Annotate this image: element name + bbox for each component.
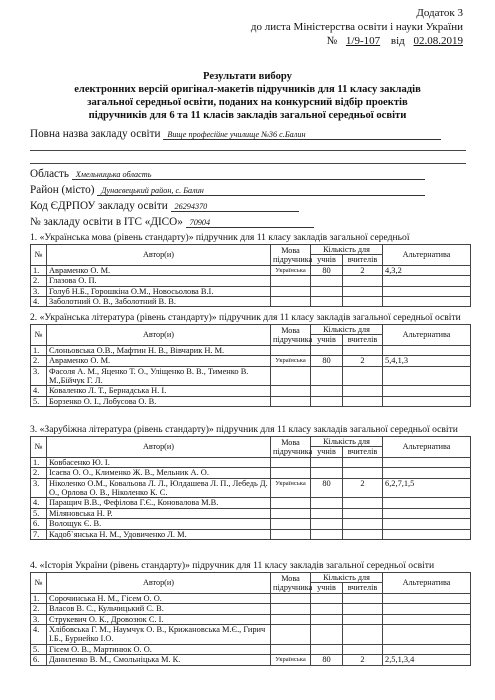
row-authors: Фасоля А. М., Яценко Т. О., Уліщенко В. В., Тименко В. М.,Бійчук Г. Л. [47, 366, 271, 386]
header-row [31, 573, 471, 583]
row-students [311, 625, 343, 645]
edrpou-field [30, 200, 299, 212]
row-teachers [343, 457, 383, 467]
title-line-3: загальної середньої освіти, поданих на конкурсний відбір проектів [87, 97, 408, 108]
col-num: № [31, 437, 47, 458]
table-row [31, 593, 471, 603]
section-caption: 3. «Зарубіжна література (рівень стандарту)» підручник для 11 класу закладів загальної середньої освіти [30, 424, 458, 435]
row-language [271, 614, 311, 624]
col-num: № [31, 325, 47, 346]
row-language: Українська [271, 265, 311, 275]
col-language: Мова підручника [271, 245, 311, 266]
col-alternative: Альтернатива [383, 573, 471, 594]
col-author: Автор(и) [47, 573, 271, 594]
col-num: № [31, 245, 47, 266]
row-alternative: 6,2,7,1,5 [383, 478, 471, 498]
section-3 [30, 424, 470, 540]
row-language [271, 508, 311, 518]
row-number: 6. [31, 519, 47, 529]
row-teachers [343, 396, 383, 406]
row-language [271, 468, 311, 478]
col-language: Мова підручника [271, 437, 311, 458]
row-number: 3. [31, 478, 47, 498]
row-alternative: 5,4,1,3 [383, 356, 471, 366]
row-number: 7. [31, 529, 47, 539]
row-students [311, 468, 343, 478]
row-authors: Волощук Є. В. [47, 519, 271, 529]
district-field [30, 184, 425, 196]
appendix-number: Додаток 3 [416, 7, 463, 19]
row-authors: Глазова О. П. [47, 276, 271, 286]
num-label: № [326, 35, 338, 47]
row-language [271, 276, 311, 286]
appendix-reference: до листа Міністерства освіти і науки України [250, 21, 463, 33]
row-language [271, 593, 311, 603]
row-authors: Заболотний О. В., Заболотний В. В. [47, 297, 271, 307]
row-language [271, 457, 311, 467]
row-teachers [343, 604, 383, 614]
row-teachers: 2 [343, 265, 383, 275]
row-students: 80 [311, 356, 343, 366]
row-students: 80 [311, 655, 343, 665]
row-language [271, 286, 311, 296]
row-students [311, 593, 343, 603]
table-row [31, 297, 471, 307]
row-alternative [383, 297, 471, 307]
selection-table [30, 572, 471, 666]
col-num: № [31, 573, 47, 594]
row-students [311, 386, 343, 396]
section-1 [30, 232, 470, 307]
row-authors: Сорочинська Н. М., Гісем О. О. [47, 593, 271, 603]
row-alternative [383, 386, 471, 396]
row-authors: Ісаєва О. О., Клименко Ж. В., Мельник А. О. [47, 468, 271, 478]
its-value: 70904 [186, 218, 314, 228]
table-row [31, 644, 471, 654]
section-4 [30, 560, 470, 666]
row-authors: Слоньовська О.В., Мафтин Н. В., Вівчарик Н. М. [47, 345, 271, 355]
row-students [311, 345, 343, 355]
row-number: 1. [31, 265, 47, 275]
row-number: 3. [31, 286, 47, 296]
row-authors: Ковбасенко Ю. І. [47, 457, 271, 467]
col-author: Автор(и) [47, 437, 271, 458]
letter-number-line [203, 34, 463, 48]
table-row [31, 366, 471, 386]
row-number: 5. [31, 644, 47, 654]
appendix-header [203, 6, 463, 48]
row-authors: Струкевич О. К., Дровозюк С. І. [47, 614, 271, 624]
edrpou-value: 26294370 [171, 202, 299, 212]
col-students: учнів [311, 255, 343, 265]
col-teachers: вчителів [343, 255, 383, 265]
row-teachers [343, 297, 383, 307]
col-quantity: Кількість для [311, 437, 383, 447]
table-row [31, 498, 471, 508]
row-authors: Авраменко О. М. [47, 265, 271, 275]
from-label: від [390, 35, 405, 47]
table-row [31, 478, 471, 498]
row-language: Українська [271, 655, 311, 665]
row-alternative [383, 604, 471, 614]
table-row [31, 457, 471, 467]
row-number: 1. [31, 345, 47, 355]
row-authors: Даниленко В. М., Смольніцька М. К. [47, 655, 271, 665]
col-alternative: Альтернатива [383, 325, 471, 346]
col-teachers: вчителів [343, 447, 383, 457]
row-alternative [383, 593, 471, 603]
table-row [31, 614, 471, 624]
row-number: 5. [31, 508, 47, 518]
row-teachers [343, 386, 383, 396]
row-number: 4. [31, 297, 47, 307]
row-alternative [383, 468, 471, 478]
col-alternative: Альтернатива [383, 437, 471, 458]
row-alternative [383, 508, 471, 518]
row-teachers [343, 625, 383, 645]
title-line-2: електронних версій оригінал-макетів підручників для 11 класу закладів [74, 84, 421, 95]
row-language [271, 519, 311, 529]
district-value: Дунаєвецький район, с. Балин [97, 186, 425, 196]
header-row [31, 245, 471, 255]
row-authors: Кадоб`янська Н. М., Удовиченко Л. М. [47, 529, 271, 539]
row-authors: Авраменко О. М. [47, 356, 271, 366]
col-quantity: Кількість для [311, 245, 383, 255]
row-teachers [343, 345, 383, 355]
row-number: 5. [31, 396, 47, 406]
row-authors: Коваленко Л. Т., Бернадська Н. І. [47, 386, 271, 396]
row-authors: Міляновська Н. Р. [47, 508, 271, 518]
row-language [271, 345, 311, 355]
row-alternative [383, 366, 471, 386]
row-authors: Борзенко О. І., Лобусова О. В. [47, 396, 271, 406]
its-label: № закладу освіти в ІТС «ДІСО» [30, 216, 183, 228]
row-teachers [343, 519, 383, 529]
row-alternative [383, 457, 471, 467]
col-quantity: Кількість для [311, 325, 383, 335]
row-number: 3. [31, 366, 47, 386]
row-language [271, 644, 311, 654]
row-language [271, 498, 311, 508]
row-number: 2. [31, 276, 47, 286]
row-alternative [383, 276, 471, 286]
table-row [31, 655, 471, 665]
row-teachers [343, 614, 383, 624]
col-students: учнів [311, 583, 343, 593]
row-authors: Голуб Н.Б., Горошкіна О.М., Новосьолова В.І. [47, 286, 271, 296]
section-caption: 1. «Українська мова (рівень стандарту)» підручник для 11 класу закладів загальної середньої [30, 232, 410, 243]
table-row [31, 265, 471, 275]
row-number: 6. [31, 655, 47, 665]
table-row [31, 356, 471, 366]
col-teachers: вчителів [343, 583, 383, 593]
col-alternative: Альтернатива [383, 245, 471, 266]
row-teachers [343, 276, 383, 286]
selection-table [30, 436, 471, 540]
row-students [311, 396, 343, 406]
row-alternative [383, 644, 471, 654]
row-students [311, 614, 343, 624]
row-students [311, 276, 343, 286]
row-language [271, 297, 311, 307]
col-author: Автор(и) [47, 325, 271, 346]
row-language [271, 604, 311, 614]
blank-line-1 [30, 150, 466, 151]
row-language: Українська [271, 478, 311, 498]
section-2 [30, 312, 470, 407]
row-students [311, 286, 343, 296]
blank-line-2 [30, 163, 466, 164]
row-authors: Паращич В.В., Фефілова Г.Є., Коновалова М.В. [47, 498, 271, 508]
row-number: 2. [31, 604, 47, 614]
row-students [311, 498, 343, 508]
row-authors: Гісем О. В., Мартинюк О. О. [47, 644, 271, 654]
row-alternative [383, 625, 471, 645]
row-number: 4. [31, 625, 47, 645]
row-alternative [383, 498, 471, 508]
row-teachers [343, 508, 383, 518]
row-teachers [343, 529, 383, 539]
row-number: 2. [31, 356, 47, 366]
row-authors: Власов В. С., Кульчицький С. В. [47, 604, 271, 614]
district-label: Район (місто) [30, 184, 95, 196]
title-line-1: Результати вибору [203, 71, 292, 82]
full-name-value: Вище професійне училище №36 с.Балин [163, 130, 441, 140]
table-row [31, 468, 471, 478]
selection-table [30, 324, 471, 407]
selection-table [30, 244, 471, 307]
table-row [31, 625, 471, 645]
row-teachers: 2 [343, 655, 383, 665]
row-number: 3. [31, 614, 47, 624]
section-caption: 4. «Історія України (рівень стандарту)» підручник для 11 класу закладів загальної середньої освіти [30, 560, 435, 571]
row-authors: Хлібовська Г. М., Наумчук О. В., Крижановська М.Є., Гирич І.Б., Бурнейко І.О. [47, 625, 271, 645]
row-language: Українська [271, 356, 311, 366]
its-field [30, 216, 314, 228]
row-language [271, 366, 311, 386]
col-students: учнів [311, 335, 343, 345]
row-teachers [343, 366, 383, 386]
col-language: Мова підручника [271, 325, 311, 346]
row-alternative [383, 614, 471, 624]
row-students: 80 [311, 478, 343, 498]
row-alternative: 4,3,2 [383, 265, 471, 275]
row-teachers: 2 [343, 478, 383, 498]
table-row [31, 276, 471, 286]
table-row [31, 519, 471, 529]
document-title [20, 70, 475, 122]
edrpou-label: Код ЄДРПОУ закладу освіти [30, 200, 168, 212]
table-row [31, 345, 471, 355]
row-students [311, 297, 343, 307]
col-quantity: Кількість для [311, 573, 383, 583]
row-students [311, 644, 343, 654]
row-number: 4. [31, 386, 47, 396]
full-name-field [30, 128, 441, 140]
header-row [31, 437, 471, 447]
row-number: 1. [31, 457, 47, 467]
letter-date: 02.08.2019 [413, 35, 463, 47]
header-row [31, 325, 471, 335]
row-students: 80 [311, 265, 343, 275]
row-teachers [343, 286, 383, 296]
letter-number: 1/9-107 [345, 35, 381, 47]
row-alternative [383, 286, 471, 296]
table-row [31, 386, 471, 396]
row-teachers [343, 593, 383, 603]
section-caption: 2. «Українська література (рівень стандарту)» підручник для 11 класу закладів загальної середньої освіти [30, 312, 461, 323]
table-row [31, 396, 471, 406]
table-row [31, 529, 471, 539]
row-number: 1. [31, 593, 47, 603]
full-name-label: Повна назва закладу освіти [30, 128, 161, 140]
col-language: Мова підручника [271, 573, 311, 594]
row-teachers [343, 644, 383, 654]
row-language [271, 396, 311, 406]
col-teachers: вчителів [343, 335, 383, 345]
col-students: учнів [311, 447, 343, 457]
region-value: Хмельницька область [72, 170, 425, 180]
row-alternative [383, 529, 471, 539]
row-number: 4. [31, 498, 47, 508]
title-line-4: підручників для 6 та 11 класів закладів загальної середньої освіти [88, 110, 407, 121]
row-language [271, 625, 311, 645]
row-alternative: 2,5,1,3,4 [383, 655, 471, 665]
row-students [311, 457, 343, 467]
row-alternative [383, 519, 471, 529]
row-teachers [343, 498, 383, 508]
table-row [31, 286, 471, 296]
row-students [311, 508, 343, 518]
row-students [311, 529, 343, 539]
row-number: 2. [31, 468, 47, 478]
row-students [311, 604, 343, 614]
region-field [30, 168, 425, 180]
row-authors: Ніколенко О.М., Ковальова Л. Л., Юлдашева Л. П., Лебедь Д. О., Орлова О. В., Ніколенко К. С. [47, 478, 271, 498]
row-language [271, 386, 311, 396]
table-row [31, 604, 471, 614]
row-alternative [383, 396, 471, 406]
row-alternative [383, 345, 471, 355]
region-label: Область [30, 168, 69, 180]
row-students [311, 519, 343, 529]
row-students [311, 366, 343, 386]
row-teachers [343, 468, 383, 478]
table-row [31, 508, 471, 518]
row-teachers: 2 [343, 356, 383, 366]
row-language [271, 529, 311, 539]
col-author: Автор(и) [47, 245, 271, 266]
